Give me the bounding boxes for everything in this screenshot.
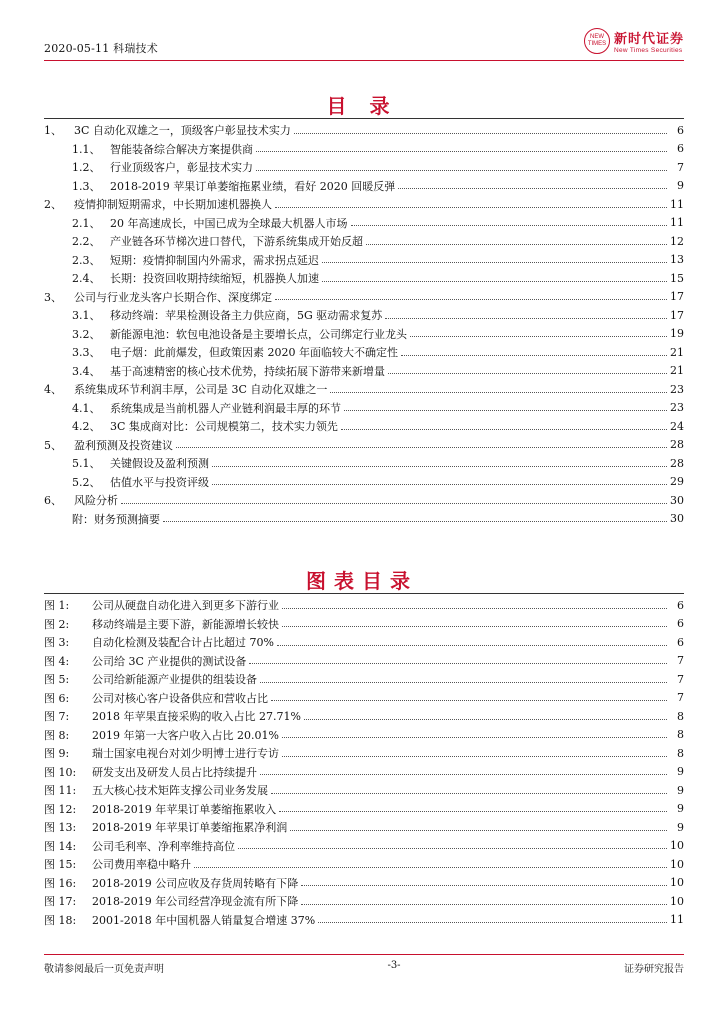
toc-entry-title: 产业链各环节梯次进口替代，下游系统集成开始反超 xyxy=(110,235,363,249)
figure-entry-page: 7 xyxy=(677,672,684,686)
toc-entry-number: 4、 xyxy=(44,383,62,397)
figure-entry-page: 10 xyxy=(670,876,684,890)
figure-entry-page: 10 xyxy=(670,839,684,853)
toc-entry[interactable] xyxy=(44,473,684,492)
dot-leader xyxy=(163,521,667,522)
dot-leader xyxy=(282,608,667,609)
toc-entry-page: 28 xyxy=(670,438,684,452)
figure-entry[interactable] xyxy=(44,744,684,763)
figure-entry[interactable] xyxy=(44,781,684,800)
figure-entry-page: 6 xyxy=(677,617,684,631)
toc-entry-number: 2、 xyxy=(44,198,62,212)
dot-leader xyxy=(318,922,667,923)
dot-leader xyxy=(330,392,667,393)
footer-report-type: 证券研究报告 xyxy=(624,964,684,975)
toc-entry-page: 9 xyxy=(677,179,684,193)
toc-entry[interactable] xyxy=(44,232,684,251)
toc-entry-number: 3.2、 xyxy=(72,327,101,341)
figure-entry-page: 9 xyxy=(677,783,684,797)
toc-entry-page: 11 xyxy=(670,197,684,211)
figure-entry[interactable] xyxy=(44,707,684,726)
figure-entry-number: 图 10: xyxy=(44,765,77,779)
toc-entry[interactable] xyxy=(44,325,684,344)
toc-entry-title: 公司与行业龙头客户长期合作、深度绑定 xyxy=(74,290,272,304)
dot-leader xyxy=(282,626,667,627)
figure-entry-number: 图 6: xyxy=(44,691,70,705)
toc-entry-page: 23 xyxy=(670,382,684,396)
dot-leader xyxy=(301,904,667,905)
figure-entry[interactable] xyxy=(44,633,684,652)
toc-entry-title: 疫情抑制短期需求，中长期加速机器换人 xyxy=(74,198,272,212)
toc-entry[interactable] xyxy=(44,158,684,177)
figure-entry-page: 6 xyxy=(677,598,684,612)
toc-entry-title: 20 年高速成长，中国已成为全球最大机器人市场 xyxy=(110,216,348,230)
toc-entry-number: 3.3、 xyxy=(72,346,101,360)
toc-title-rule xyxy=(44,118,684,119)
toc-entry[interactable] xyxy=(44,269,684,288)
dot-leader xyxy=(401,355,667,356)
toc-entry[interactable] xyxy=(44,454,684,473)
figure-entry[interactable] xyxy=(44,911,684,930)
toc-entry-number: 5、 xyxy=(44,438,62,452)
new-times-logo-icon: NEW TIMES xyxy=(584,28,610,54)
toc-entry-title: 关键假设及盈利预测 xyxy=(110,457,209,471)
figure-entry-number: 图 15: xyxy=(44,858,77,872)
figure-entry-page: 9 xyxy=(677,765,684,779)
figure-entry-number: 图 11: xyxy=(44,784,77,798)
figure-entry-title: 五大核心技术矩阵支撑公司业务发展 xyxy=(92,784,268,798)
toc-entry-page: 17 xyxy=(670,290,684,304)
dot-leader xyxy=(290,830,667,831)
toc-entry[interactable] xyxy=(44,195,684,214)
toc-entry-page: 6 xyxy=(677,123,684,137)
figure-entry-title: 公司费用率稳中略升 xyxy=(92,858,191,872)
dot-leader xyxy=(271,793,667,794)
toc-entry-number: 5.2、 xyxy=(72,475,101,489)
dot-leader xyxy=(256,151,667,152)
footer-disclaimer: 敬请参阅最后一页免责声明 xyxy=(44,964,164,975)
figures-list xyxy=(44,596,684,929)
figure-entry-title: 公司给 3C 产业提供的测试设备 xyxy=(92,654,247,668)
toc-entry[interactable] xyxy=(44,362,684,381)
figure-entry-page: 11 xyxy=(670,913,684,927)
dot-leader xyxy=(275,207,667,208)
figure-entry[interactable] xyxy=(44,596,684,615)
dot-leader xyxy=(256,170,667,171)
toc-entry-number: 3、 xyxy=(44,290,62,304)
toc-entry-page: 29 xyxy=(670,475,684,489)
toc-entry-title: 短期：疫情抑制国内外需求，需求拐点延迟 xyxy=(110,253,319,267)
figure-entry-number: 图 7: xyxy=(44,710,70,724)
figure-entry-number: 图 18: xyxy=(44,913,77,927)
dot-leader xyxy=(275,299,667,300)
figure-entry-page: 10 xyxy=(670,894,684,908)
dot-leader xyxy=(351,225,668,226)
figure-entry-title: 2018-2019 年苹果订单萎缩拖累收入 xyxy=(92,802,277,816)
dot-leader xyxy=(301,885,667,886)
figure-entry-number: 图 8: xyxy=(44,728,70,742)
toc-entry[interactable] xyxy=(44,306,684,325)
figure-entry-title: 公司毛利率、净利率维持高位 xyxy=(92,839,235,853)
toc-entry-page: 23 xyxy=(670,401,684,415)
figure-entry-page: 9 xyxy=(677,820,684,834)
figure-entry-page: 8 xyxy=(677,728,684,742)
toc-entry[interactable] xyxy=(44,251,684,270)
figure-entry-number: 图 16: xyxy=(44,876,77,890)
toc-entry-page: 21 xyxy=(670,345,684,359)
page-header xyxy=(44,30,684,61)
table-of-contents xyxy=(44,121,684,528)
toc-entry[interactable] xyxy=(44,214,684,233)
toc-entry-title: 行业顶级客户，彰显技术实力 xyxy=(110,161,253,175)
figure-entry[interactable] xyxy=(44,818,684,837)
dot-leader xyxy=(410,336,667,337)
toc-entry-title: 新能源电池：软包电池设备是主要增长点，公司绑定行业龙头 xyxy=(110,327,407,341)
toc-entry-number: 4.2、 xyxy=(72,420,101,434)
toc-entry-title: 基于高速精密的核心技术优势，持续拓展下游带来新增量 xyxy=(110,364,385,378)
toc-entry-title: 估值水平与投资评级 xyxy=(110,475,209,489)
dot-leader xyxy=(385,318,667,319)
toc-entry-page: 7 xyxy=(677,160,684,174)
dot-leader xyxy=(304,719,667,720)
dot-leader xyxy=(260,774,667,775)
toc-entry-title: 附：财务预测摘要 xyxy=(72,512,160,526)
toc-entry-title: 风险分析 xyxy=(74,494,118,508)
dot-leader xyxy=(194,867,667,868)
figure-entry[interactable] xyxy=(44,689,684,708)
figures-title-rule xyxy=(44,593,684,594)
dot-leader xyxy=(176,447,667,448)
figure-entry-number: 图 2: xyxy=(44,617,70,631)
brand-name-cn: 新时代证券 xyxy=(613,32,684,47)
toc-entry-title: 系统集成是当前机器人产业链利润最丰厚的环节 xyxy=(110,401,341,415)
figure-entry-title: 研发支出及研发人员占比持续提升 xyxy=(92,765,257,779)
toc-entry-title: 移动终端：苹果检测设备主力供应商，5G 驱动需求复苏 xyxy=(110,309,383,323)
dot-leader xyxy=(260,682,667,683)
toc-entry-page: 30 xyxy=(670,493,684,507)
dot-leader xyxy=(344,410,667,411)
page-number: -3- xyxy=(387,960,401,971)
dot-leader xyxy=(322,281,667,282)
toc-entry[interactable] xyxy=(44,417,684,436)
toc-entry-page: 12 xyxy=(670,234,684,248)
toc-entry[interactable] xyxy=(44,177,684,196)
toc-entry[interactable] xyxy=(44,140,684,159)
toc-entry-page: 17 xyxy=(670,308,684,322)
figure-entry-number: 图 9: xyxy=(44,747,70,761)
figure-entry[interactable] xyxy=(44,855,684,874)
figure-entry-number: 图 5: xyxy=(44,673,70,687)
toc-entry-title: 2018-2019 苹果订单萎缩拖累业绩，看好 2020 回暖反弹 xyxy=(110,179,396,193)
page-footer xyxy=(44,954,684,975)
figure-entry-title: 2018-2019 年苹果订单萎缩拖累净利润 xyxy=(92,821,288,835)
figure-entry-page: 8 xyxy=(677,709,684,723)
figure-entry-page: 8 xyxy=(677,746,684,760)
figure-entry-title: 瑞士国家电视台对刘少明博士进行专访 xyxy=(92,747,279,761)
dot-leader xyxy=(366,244,667,245)
toc-entry-number: 2.4、 xyxy=(72,272,101,286)
toc-entry[interactable] xyxy=(44,288,684,307)
figure-entry-title: 2019 年第一大客户收入占比 20.01% xyxy=(92,728,279,742)
figure-entry-title: 公司从硬盘自动化进入到更多下游行业 xyxy=(92,599,279,613)
figure-entry-title: 公司对核心客户设备供应和营收占比 xyxy=(92,691,268,705)
dot-leader xyxy=(277,645,667,646)
toc-entry-page: 30 xyxy=(670,512,684,526)
toc-entry-number: 1.1、 xyxy=(72,142,101,156)
dot-leader xyxy=(388,373,667,374)
toc-entry-number: 5.1、 xyxy=(72,457,101,471)
dot-leader xyxy=(282,737,667,738)
toc-entry-page: 15 xyxy=(670,271,684,285)
dot-leader xyxy=(341,429,667,430)
toc-entry-number: 2.2、 xyxy=(72,235,101,249)
toc-entry-number: 3.4、 xyxy=(72,364,101,378)
figure-entry-page: 7 xyxy=(677,654,684,668)
toc-entry-number: 2.1、 xyxy=(72,216,101,230)
toc-entry-page: 28 xyxy=(670,456,684,470)
toc-entry-title: 3C 集成商对比：公司规模第二，技术实力领先 xyxy=(110,420,338,434)
figure-entry-page: 7 xyxy=(677,691,684,705)
toc-entry-title: 系统集成环节利润丰厚，公司是 3C 自动化双雄之一 xyxy=(74,383,328,397)
figure-entry[interactable] xyxy=(44,652,684,671)
figure-entry-number: 图 4: xyxy=(44,654,70,668)
toc-entry-title: 盈利预测及投资建议 xyxy=(74,438,173,452)
brand-name-en: New Times Securities xyxy=(613,47,683,54)
toc-entry[interactable] xyxy=(44,436,684,455)
figure-entry-number: 图 13: xyxy=(44,821,77,835)
toc-entry[interactable] xyxy=(44,491,684,510)
figure-entry-page: 10 xyxy=(670,857,684,871)
figure-entry[interactable] xyxy=(44,837,684,856)
dot-leader xyxy=(121,503,667,504)
figure-entry-title: 2018 年苹果直接采购的收入占比 27.71% xyxy=(92,710,301,724)
dot-leader xyxy=(322,262,667,263)
figure-entry-title: 2018-2019 年公司经营净现金流有所下降 xyxy=(92,895,299,909)
figure-entry-title: 自动化检测及装配合计占比超过 70% xyxy=(92,636,274,650)
dot-leader xyxy=(282,756,667,757)
toc-entry-number: 4.1、 xyxy=(72,401,101,415)
toc-entry-page: 19 xyxy=(670,327,684,341)
toc-entry-number: 3.1、 xyxy=(72,309,101,323)
figure-entry-title: 移动终端是主要下游，新能源增长较快 xyxy=(92,617,279,631)
toc-entry-page: 21 xyxy=(670,364,684,378)
toc-entry-number: 1、 xyxy=(44,124,62,138)
toc-entry-page: 24 xyxy=(670,419,684,433)
figures-title: 图表目录 xyxy=(306,569,418,593)
dot-leader xyxy=(249,663,667,664)
toc-entry-page: 6 xyxy=(677,142,684,156)
figure-entry-number: 图 3: xyxy=(44,636,70,650)
figure-entry-number: 图 17: xyxy=(44,895,77,909)
figure-entry[interactable] xyxy=(44,874,684,893)
figure-entry-number: 图 1: xyxy=(44,599,70,613)
toc-entry-number: 2.3、 xyxy=(72,253,101,267)
figure-entry-page: 9 xyxy=(677,802,684,816)
figure-entry-page: 6 xyxy=(677,635,684,649)
toc-entry-number: 1.3、 xyxy=(72,179,101,193)
figure-entry-title: 公司给新能源产业提供的组装设备 xyxy=(92,673,257,687)
toc-entry-title: 3C 自动化双雄之一，顶级客户彰显技术实力 xyxy=(74,124,291,138)
toc-entry-page: 11 xyxy=(670,216,684,230)
figure-entry[interactable] xyxy=(44,763,684,782)
figure-entry-title: 2001-2018 年中国机器人销量复合增速 37% xyxy=(92,913,316,927)
figure-entry-number: 图 14: xyxy=(44,839,77,853)
toc-entry-title: 长期：投资回收期持续缩短，机器换人加速 xyxy=(110,272,319,286)
toc-title: 目 录 xyxy=(326,94,398,118)
dot-leader xyxy=(294,133,667,134)
toc-entry-title: 电子烟：此前爆发，但政策因素 2020 年面临较大不确定性 xyxy=(110,346,398,360)
toc-entry-number: 1.2、 xyxy=(72,161,101,175)
dot-leader xyxy=(212,484,667,485)
figure-entry[interactable] xyxy=(44,800,684,819)
toc-entry[interactable] xyxy=(44,343,684,362)
figure-entry-number: 图 12: xyxy=(44,802,77,816)
toc-entry-page: 13 xyxy=(670,253,684,267)
dot-leader xyxy=(238,848,667,849)
figure-entry[interactable] xyxy=(44,670,684,689)
dot-leader xyxy=(271,700,667,701)
brand-logo xyxy=(584,28,684,54)
toc-entry[interactable] xyxy=(44,380,684,399)
toc-entry[interactable] xyxy=(44,399,684,418)
figure-entry-title: 2018-2019 公司应收及存货周转略有下降 xyxy=(92,876,299,890)
figure-entry[interactable] xyxy=(44,726,684,745)
report-date-company: 2020-05-11 科瑞技术 xyxy=(44,42,158,55)
figure-entry[interactable] xyxy=(44,615,684,634)
toc-entry-title: 智能装备综合解决方案提供商 xyxy=(110,142,253,156)
toc-entry[interactable] xyxy=(44,121,684,140)
dot-leader xyxy=(398,188,667,189)
figure-entry[interactable] xyxy=(44,892,684,911)
dot-leader xyxy=(279,811,667,812)
toc-entry-number: 6、 xyxy=(44,494,62,508)
toc-entry[interactable] xyxy=(44,510,684,529)
dot-leader xyxy=(212,466,667,467)
